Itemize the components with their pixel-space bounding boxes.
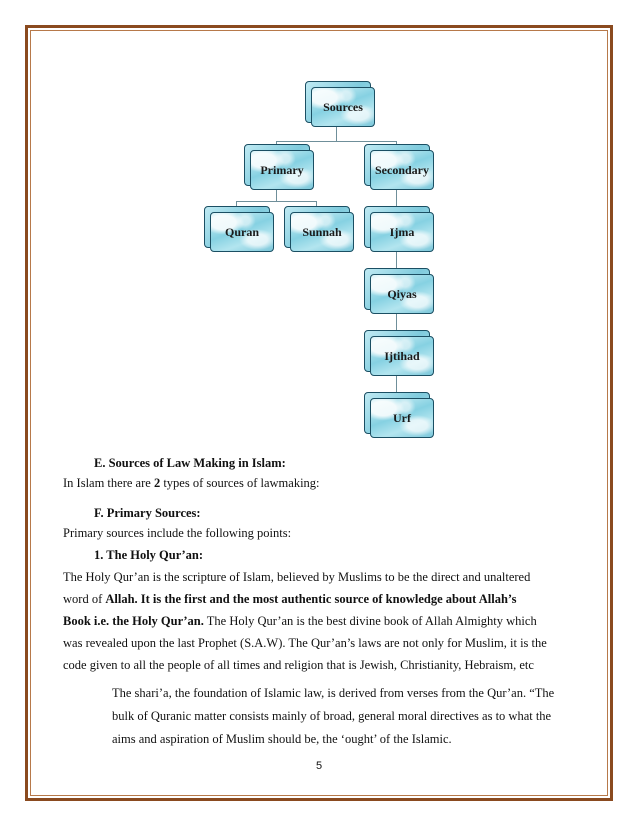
item1-heading: 1. The Holy Qur’an: bbox=[94, 548, 204, 562]
node-quran: Quran bbox=[210, 212, 274, 252]
node-secondary: Secondary bbox=[370, 150, 434, 190]
section-e-intro: In Islam there are 2 types of sources of lawmaking: bbox=[63, 476, 320, 490]
node-urf: Urf bbox=[370, 398, 434, 438]
paragraph-line: The Holy Qur’an is the scripture of Islam, believed by Muslims to be the direct and unaltered bbox=[63, 570, 531, 584]
section-f-heading: F. Primary Sources: bbox=[94, 506, 201, 520]
connector bbox=[276, 190, 277, 201]
node-sunnah: Sunnah bbox=[290, 212, 354, 252]
node-qiyas: Qiyas bbox=[370, 274, 434, 314]
node-ijma: Ijma bbox=[370, 212, 434, 252]
section-e-heading: E. Sources of Law Making in Islam: bbox=[94, 456, 286, 470]
page-number: 5 bbox=[315, 760, 323, 772]
quote-line: bulk of Quranic matter consists mainly of broad, general moral directives as to what the bbox=[112, 709, 552, 723]
paragraph-line: code given to all the people of all times and religion that is Jewish, Christianity, Hebraism, etc bbox=[63, 658, 534, 672]
quote-line: aims and aspiration of Muslim should be, the ‘ought’ of the Islamic. bbox=[112, 732, 452, 746]
connector bbox=[276, 141, 396, 142]
paragraph-line: was revealed upon the last Prophet (S.A.W). The Qur’an’s laws are not only for Muslim, it is the bbox=[63, 636, 547, 650]
connector bbox=[336, 127, 337, 141]
connector bbox=[236, 201, 316, 202]
node-primary: Primary bbox=[250, 150, 314, 190]
node-sources: Sources bbox=[311, 87, 375, 127]
node-ijtihad: Ijtihad bbox=[370, 336, 434, 376]
section-f-intro: Primary sources include the following points: bbox=[63, 526, 292, 540]
quote-line: The shari’a, the foundation of Islamic law, is derived from verses from the Qur’an. “The bbox=[112, 686, 555, 700]
paragraph-line: Book i.e. the Holy Qur’an. The Holy Qur’an is the best divine book of Allah Almighty which bbox=[63, 614, 537, 628]
paragraph-line: word of Allah. It is the first and the most authentic source of knowledge about Allah’s bbox=[63, 592, 517, 606]
